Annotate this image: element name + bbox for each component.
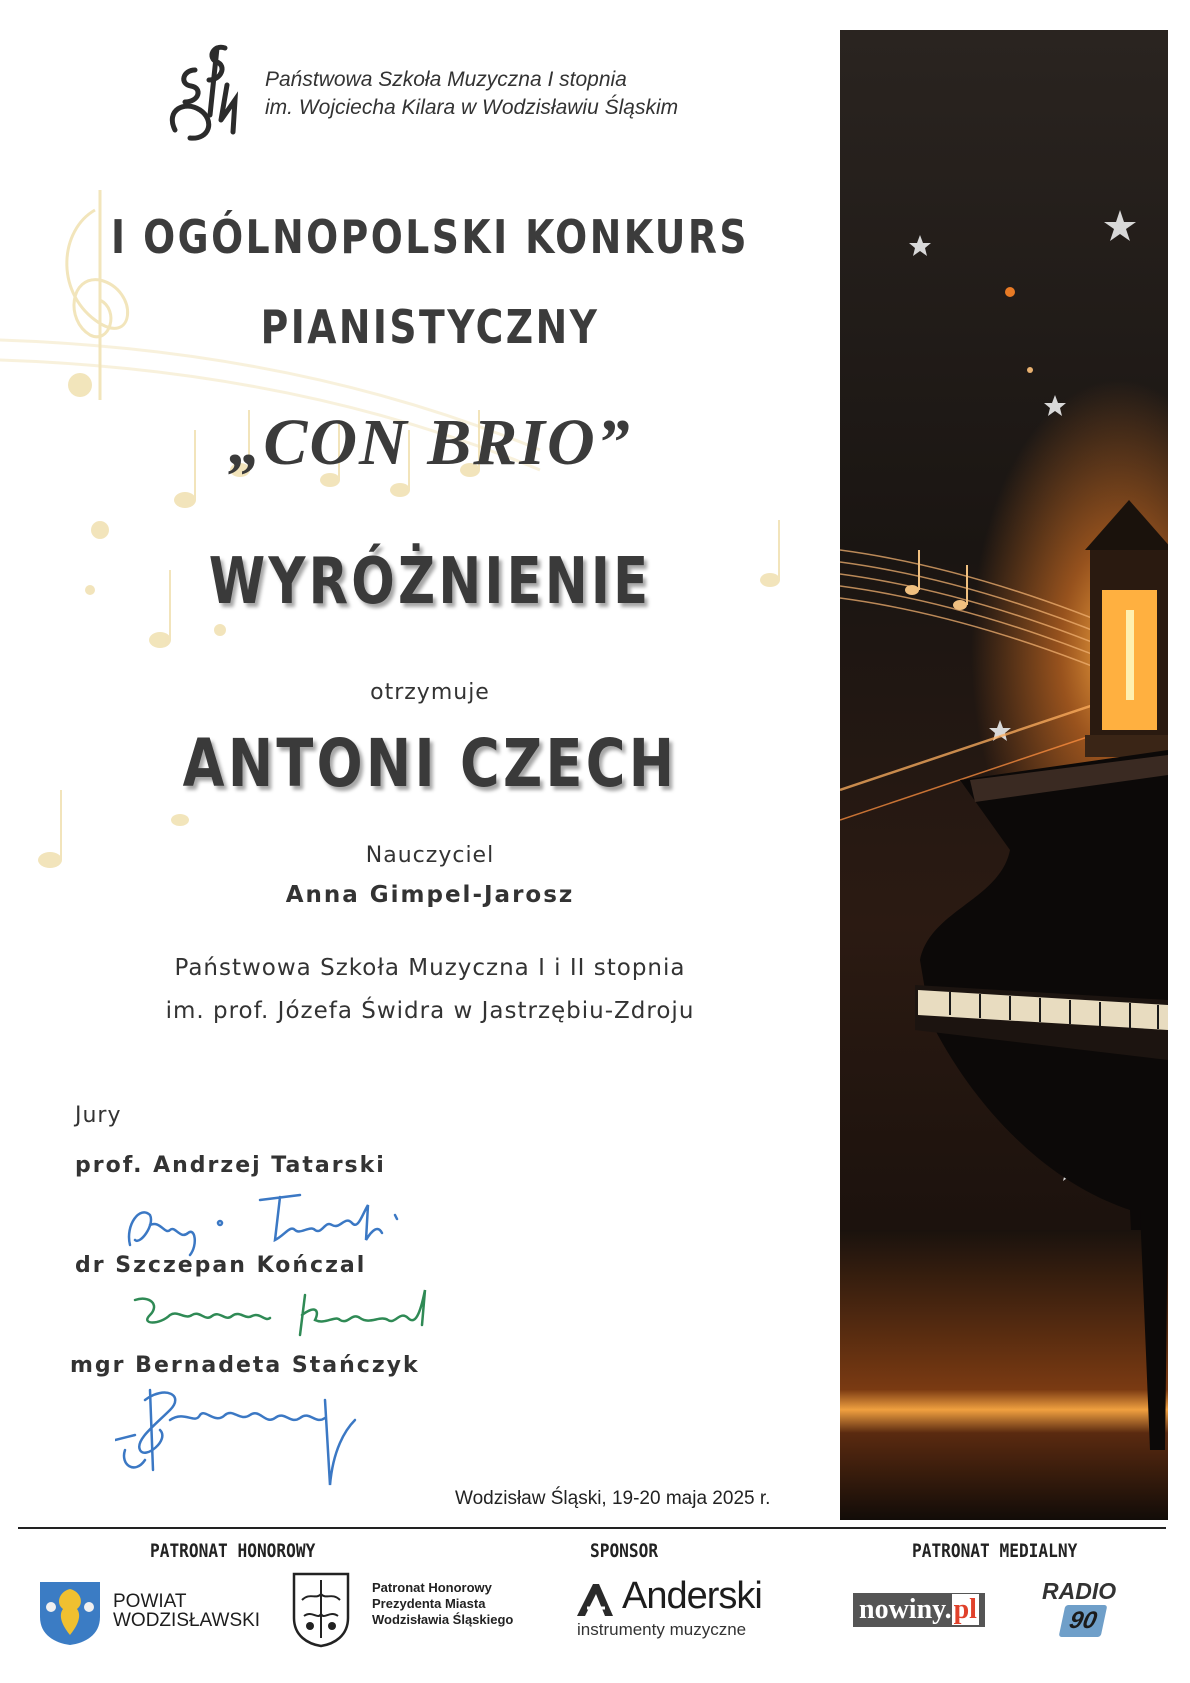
receives-label: otrzymuje	[370, 680, 490, 705]
powiat-coat-of-arms-icon	[35, 1577, 105, 1647]
mayor-line2: Prezydenta Miasta	[372, 1596, 486, 1611]
powiat-wodzislawski-logo	[113, 1592, 260, 1630]
mayor-line1: Patronat Honorowy	[372, 1580, 492, 1595]
signature-stanczyk	[115, 1380, 375, 1495]
teacher-name: Anna Gimpel-Jarosz	[285, 882, 575, 908]
organizer-school	[265, 66, 678, 122]
sponsor-name: Anderski	[622, 1575, 762, 1617]
signature-tatarski	[110, 1185, 420, 1265]
radio-90-badge: 90	[1059, 1605, 1108, 1637]
student-name: ANTONI CZECH	[182, 725, 678, 802]
media-patronage-title: PATRONAT MEDIALNY	[912, 1540, 1078, 1562]
powiat-line2: WODZISŁAWSKI	[113, 1610, 261, 1631]
mayor-patronage-text	[372, 1580, 513, 1628]
jury-member: dr Szczepan Kończal	[75, 1253, 367, 1278]
place-and-date: Wodzisław Śląski, 19-20 maja 2025 r.	[455, 1488, 771, 1509]
jury-label: Jury	[75, 1103, 122, 1128]
nowiny-main: nowiny.	[859, 1594, 952, 1625]
anderski-logo-icon	[575, 1582, 615, 1618]
nowiny-logo	[853, 1593, 985, 1627]
powiat-line1: POWIAT	[113, 1591, 187, 1612]
jury-member: prof. Andrzej Tatarski	[75, 1153, 386, 1178]
sponsor-subtitle: instrumenty muzyczne	[577, 1620, 747, 1639]
nowiny-pl: pl	[953, 1594, 977, 1625]
teacher-label: Nauczyciel	[365, 843, 495, 868]
competition-name: „CON BRIO”	[228, 406, 632, 479]
psm-logo-icon	[155, 40, 265, 150]
student-school-line1: Państwowa Szkoła Muzyczna I i II stopnia	[174, 955, 686, 981]
city-seal-icon	[290, 1570, 352, 1648]
jury-member: mgr Bernadeta Stańczyk	[70, 1353, 420, 1378]
sponsor-title: SPONSOR	[590, 1540, 659, 1562]
organizer-school-line2: im. Wojciecha Kilara w Wodzisławiu Śląskim	[265, 96, 679, 119]
piano-night-image	[840, 30, 1168, 1520]
mayor-line3: Wodzisławia Śląskiego	[372, 1612, 514, 1627]
radio-word: RADIO	[1042, 1578, 1117, 1604]
competition-title-line2: PIANISTYCZNY	[260, 300, 600, 354]
competition-title-line1: I OGÓLNOPOLSKI KONKURS	[111, 210, 749, 264]
honorary-patronage-title: PATRONAT HONOROWY	[150, 1540, 316, 1562]
footer-divider	[18, 1527, 1166, 1529]
signature-konczal	[130, 1280, 450, 1350]
organizer-school-line1: Państwowa Szkoła Muzyczna I stopnia	[265, 68, 627, 91]
student-school-line2: im. prof. Józefa Świdra w Jastrzębiu-Zdroju	[165, 998, 695, 1024]
award-title: WYRÓŻNIENIE	[208, 545, 652, 619]
